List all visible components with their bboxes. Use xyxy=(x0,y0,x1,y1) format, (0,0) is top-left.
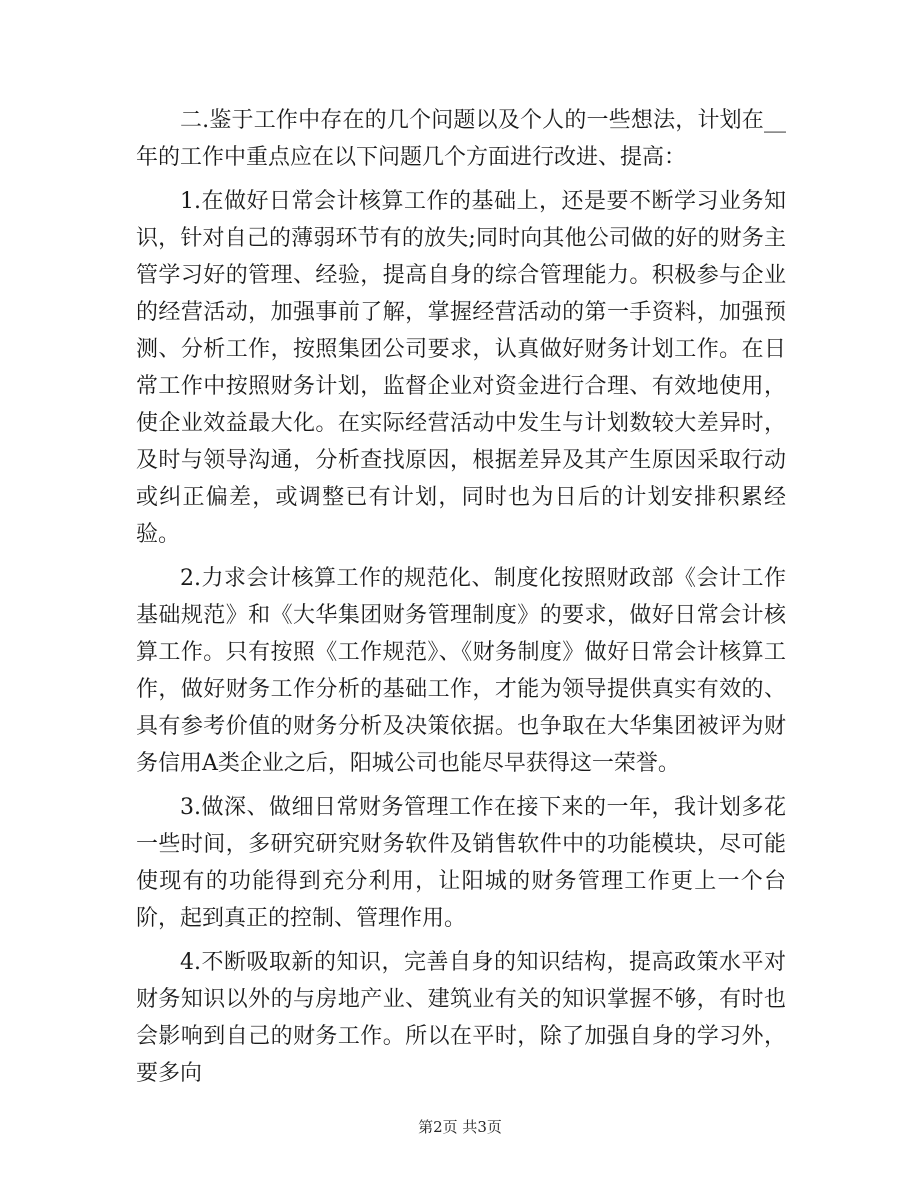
page-number-footer: 第2页 共3页 xyxy=(418,1118,502,1136)
paragraph-item-3: 3.做深、做细日常财务管理工作在接下来的一年，我计划多花一些时间，多研究研究财务软件及销售软件中的功能模块，尽可能使现有的功能得到充分利用，让阳城的财务管理工作更上一个台阶，起到真正的控制、管理作用。 xyxy=(136,795,786,931)
paragraph-item-4: 4.不断吸取新的知识，完善自身的知识结构，提高政策水平对财务知识以外的与房地产业、建筑业有关的知识掌握不够，有时也会影响到自己的财务工作。所以在平时，除了加强自身的学习外，要多向 xyxy=(136,950,786,1086)
paragraph-item-1: 1.在做好日常会计核算工作的基础上，还是要不断学习业务知识，针对自己的薄弱环节有的放失;同时向其他公司做的好的财务主管学习好的管理、经验，提高自身的综合管理能力。积极参与企业的经营活动，加强事前了解，掌握经营活动的第一手资料，加强预测、分析工作，按照集团公司要求，认真做好财务计划工作。在日常工作中按照财务计划，监督企业对资金进行合理、有效地使用，使企业效益最大化。在实际经营活动中发生与计划数较大差异时，及时与领导沟通，分析查找原因，根据差异及其产生原因采取行动或纠正偏差，或调整已有计划，同时也为日后的计划安排积累经验。 xyxy=(136,189,786,547)
paragraph-section-two-intro: 二.鉴于工作中存在的几个问题以及个人的一些想法，计划在__年的工作中重点应在以下问题几个方面进行改进、提高： xyxy=(136,108,786,170)
document-body xyxy=(136,102,786,1092)
paragraph-item-2: 2.力求会计核算工作的规范化、制度化按照财政部《会计工作基础规范》和《大华集团财务管理制度》的要求，做好日常会计核算工作。只有按照《工作规范》、《财务制度》做好日常会计核算工作，做好财务工作分析的基础工作，才能为领导提供真实有效的、具有参考价值的财务分析及决策依据。也争取在大华集团被评为财务信用A类企业之后，阳城公司也能尽早获得这一荣誉。 xyxy=(136,566,786,776)
